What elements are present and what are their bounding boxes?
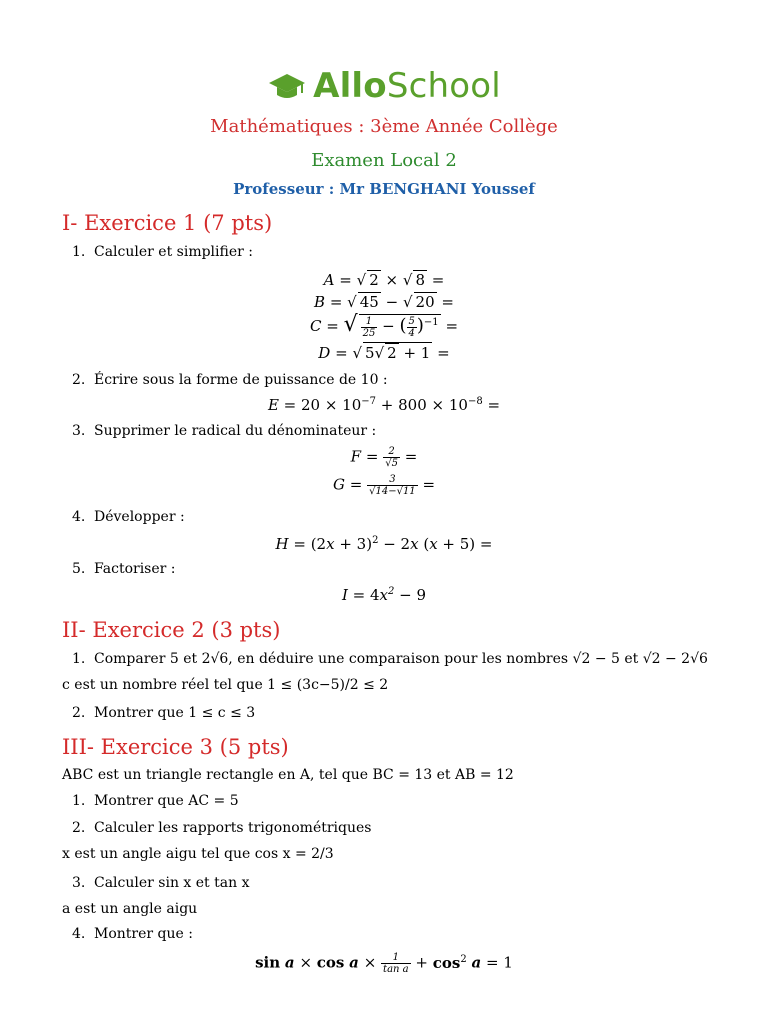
equation-g: G = $\frac{3}{√14-√11}$ = — [332, 474, 436, 497]
ex3-statement-x: x est un angle aigu tel que cos x = 2/3 — [62, 846, 334, 862]
equation-e: $E = 20 \times 10^{-7} + 800 \times 10^{-8}$ = — [267, 396, 501, 414]
equation-b: B = √ 45 − √ 20 = — [314, 293, 454, 311]
equation-c: C = √ $\frac{1}{25}$ − ( $\frac{5}{4}$ )$^{-1}$ = — [309, 312, 459, 339]
exercise-2-title: II- Exercice 2 (3 pts) — [62, 618, 281, 642]
subject-title: Mathématiques : 3ème Année Collège — [210, 116, 558, 137]
equation-i: $I = 4x^2 - 9$ — [341, 586, 427, 604]
equation-trig: sin a × cos a × $\frac{1}{\text{tan a}}$ + $\cos^2 a = 1$ — [255, 952, 513, 975]
equation-a: A = √ 2 × √ 8 = — [323, 271, 445, 289]
ex1-question-2: 2. Écrire sous la forme de puissance de 10 : — [72, 372, 388, 388]
teacher-name: Professeur : Mr BENGHANI Youssef — [233, 180, 535, 198]
ex3-question-1: 1. Montrer que AC = 5 — [72, 793, 239, 809]
exercise-1-title: I- Exercice 1 (7 pts) — [62, 211, 273, 235]
ex3-question-4: 4. Montrer que : — [72, 926, 193, 942]
ex3-question-2: 2. Calculer les rapports trigonométriques — [72, 820, 372, 836]
ex3-statement-a: a est un angle aigu — [62, 901, 198, 917]
exam-title: Examen Local 2 — [311, 150, 457, 171]
ex2-statement: c est un nombre réel tel que 1 ≤ (3c−5)/2 ≤ 2 — [62, 677, 389, 693]
equation-h: $H = (2x + 3)^2 - 2x$ (x + 5) = — [275, 535, 493, 553]
ex3-intro: ABC est un triangle rectangle en A, tel que BC = 13 et AB = 12 — [62, 767, 514, 783]
logo-text: AlloSchool — [313, 66, 501, 106]
ex1-question-1: 1. Calculer et simplifier : — [72, 244, 253, 260]
equation-d: D = √ 5√ 2 + 1 = — [318, 344, 450, 362]
ex2-question-2: 2. Montrer que 1 ≤ c ≤ 3 — [72, 705, 256, 721]
ex1-question-4: 4. Développer : — [72, 509, 185, 525]
ex1-question-5: 5. Factoriser : — [72, 561, 176, 577]
ex2-question-1: 1. Comparer 5 et 2√6, en déduire une comparaison pour les nombres √2 − 5 et √2 − 2√6 — [72, 651, 708, 667]
ex1-question-3: 3. Supprimer le radical du dénominateur : — [72, 423, 377, 439]
equation-f: F = $\frac{2}{√5}$ = — [350, 446, 418, 469]
graduation-cap-icon — [267, 66, 307, 106]
exercise-3-title: III- Exercice 3 (5 pts) — [62, 735, 289, 759]
ex3-question-3: 3. Calculer sin x et tan x — [72, 875, 250, 891]
alloschool-logo — [0, 62, 768, 110]
